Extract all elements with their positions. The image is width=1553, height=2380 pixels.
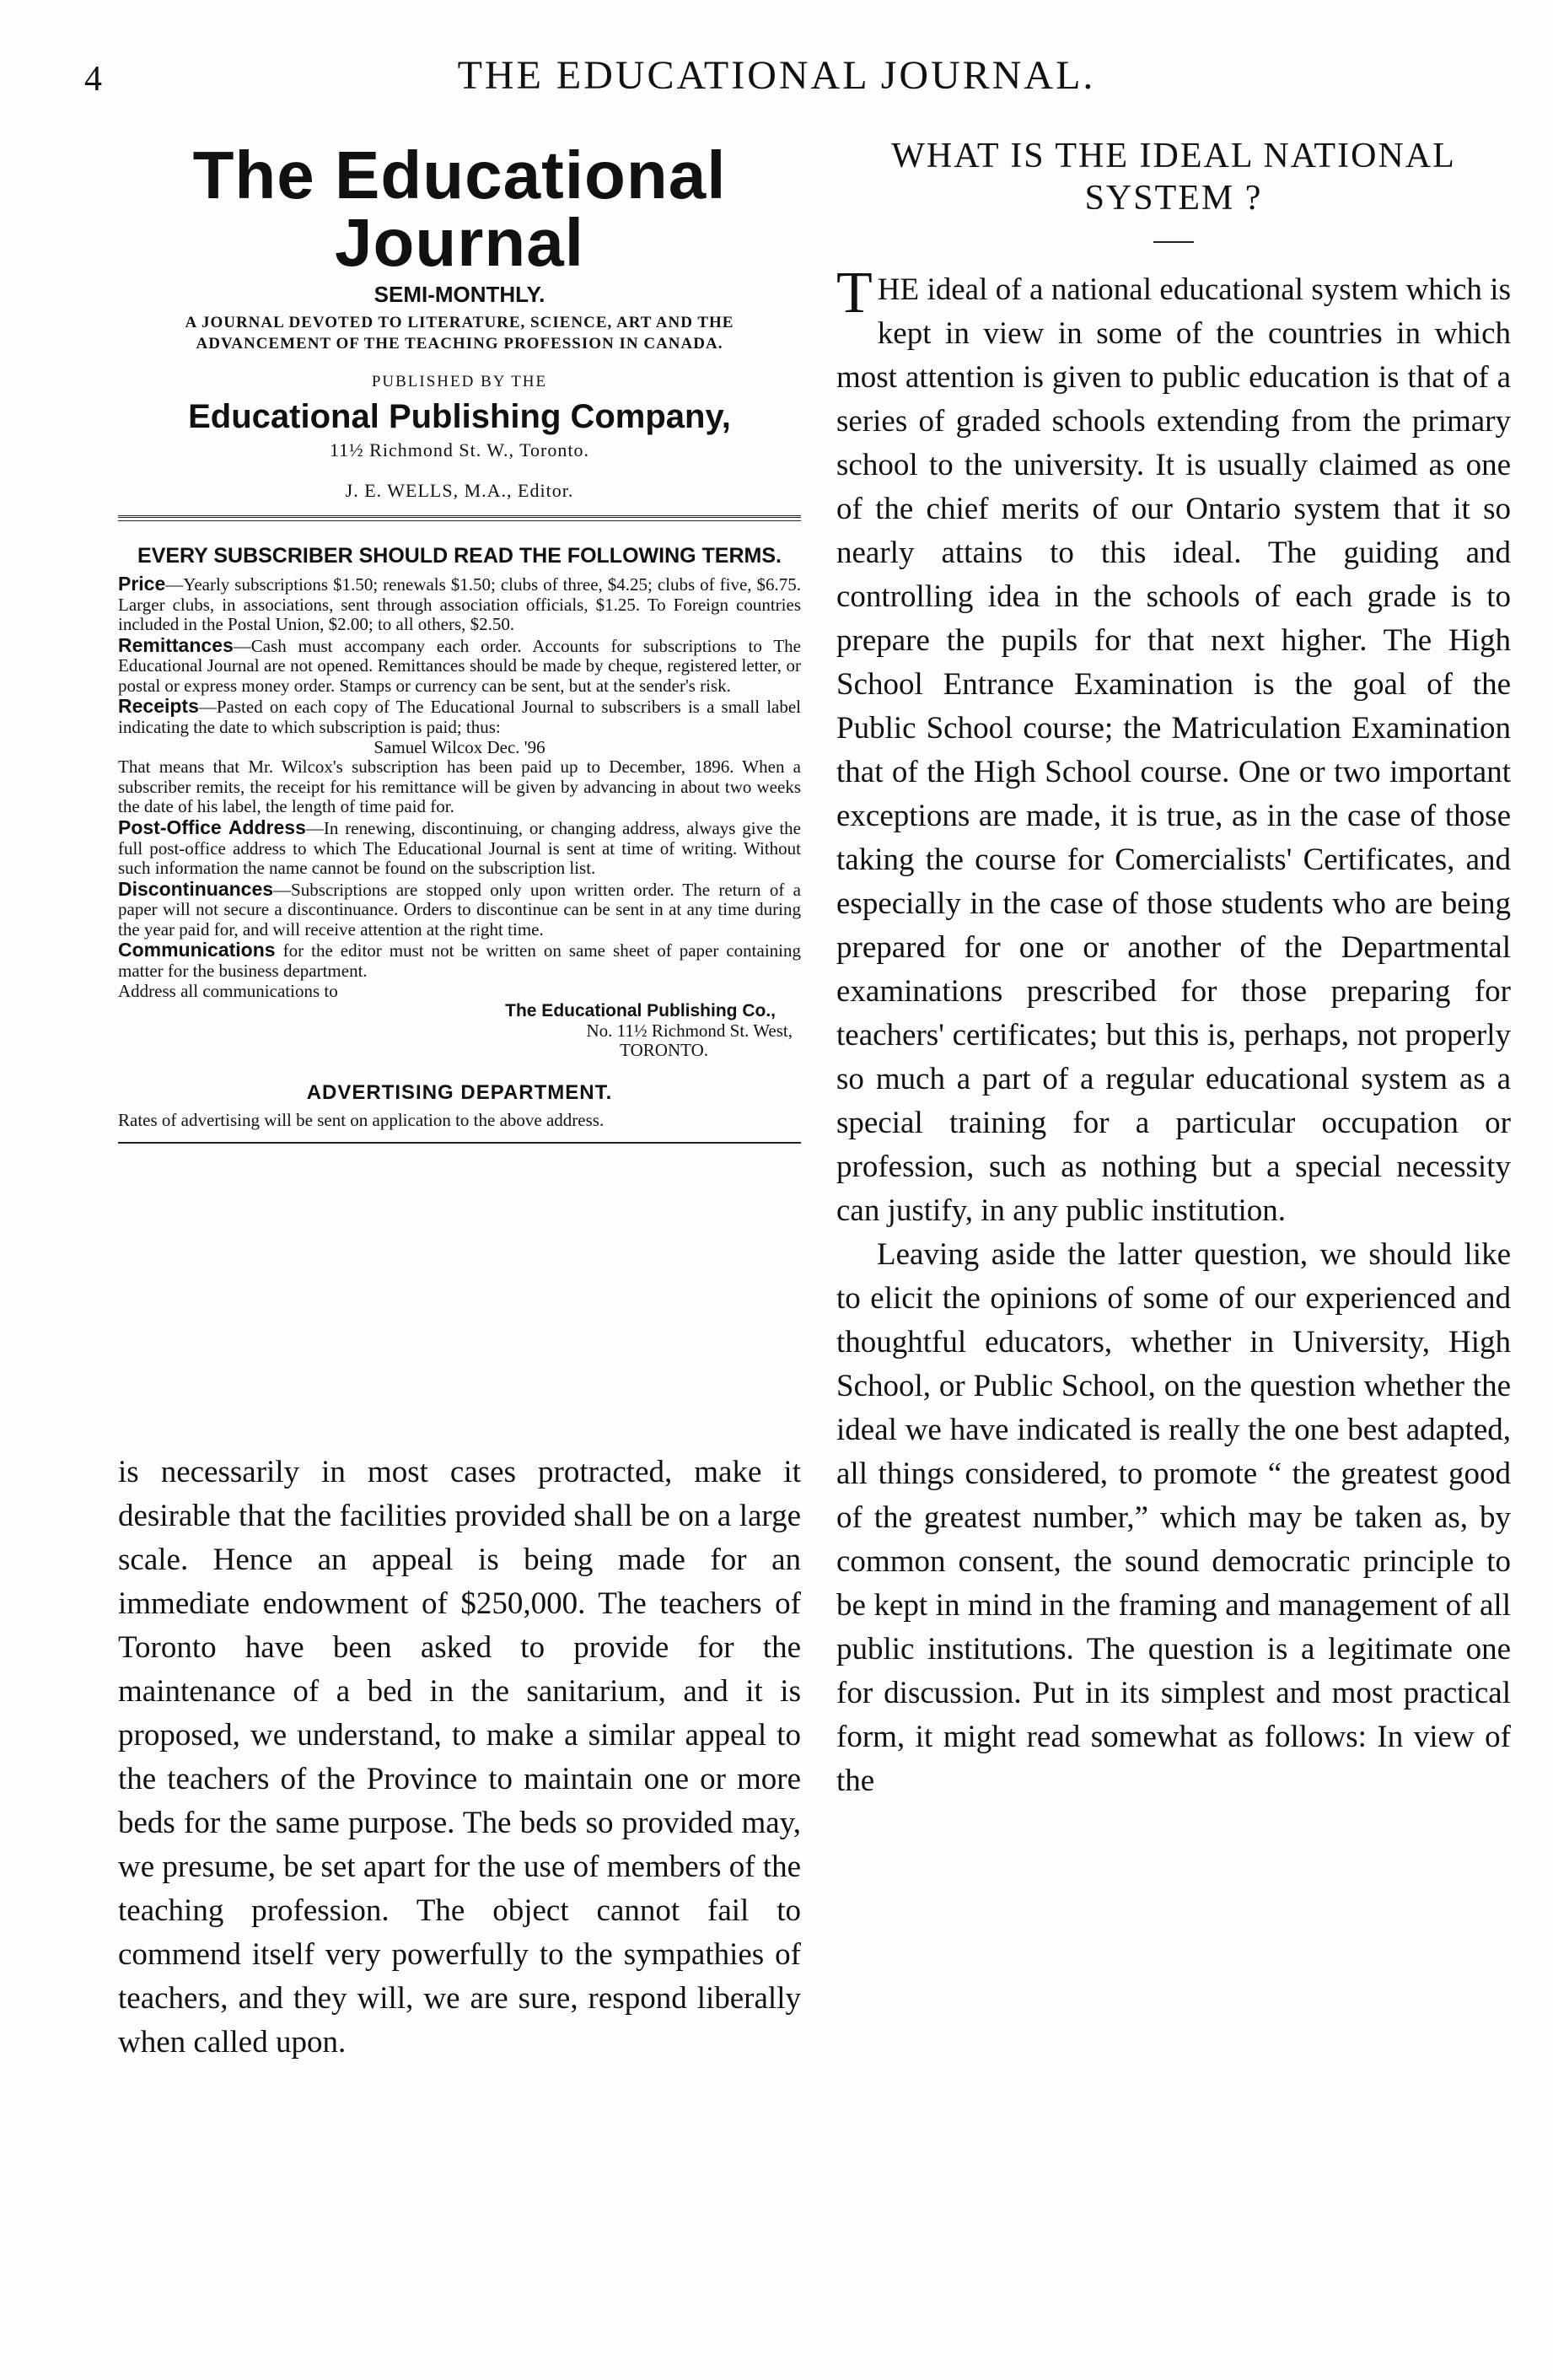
address-company: The Educational Publishing Co., [505,1001,776,1021]
editor-line: J. E. WELLS, M.A., Editor. [345,480,574,502]
running-title: THE EDUCATIONAL JOURNAL. [457,53,1096,98]
article-title: WHAT IS THE IDEAL NATIONAL SYSTEM ? [891,137,1456,218]
journal-frequency: SEMI-MONTHLY. [373,282,545,307]
left-article-text: is necessarily in most cases protracted, make it desirable that the facilities provided shall be on a large scale. Hence an appeal is being made for an immediate endowment of $250,000. The teachers of Toronto have been asked to provide for the maintenance of a bed in the sanitarium, and it is proposed, we understand, to make a similar appeal to the teachers of the Province to maintain one or more beds for the same purpose. The beds so provided may, we presume, be set apart for the use of members of the teaching profession. The object cannot fail to commend itself very powerfully to the sympathies of teachers, and they will, we are sure, respond liberally when called upon. [118,1455,801,2060]
terms-remittances [118,635,801,697]
masthead-column [118,135,801,1144]
terms-block [118,573,801,1061]
article-paragraph-1: THE ideal of a national educational system which is kept in view in some of the countries in which most attention is given to public education is that of a series of graded schools extending from the primary school to the university. It is usually claimed as one of the chief merits of our Ontario system that it so nearly attains to this ideal. The guiding and controlling idea in the schools of each grade is to prepare the pupils for that next higher. The High School Entrance Examination is the goal of the Public School course; the Matriculation Examination that of the High School course. One or two important exceptions are made, it is true, as in the case of those taking the course for Comercialists' Certificates, and especially in the case of those students who are being prepared for one or another of the Departmental examinations prescribed for those preparing for teachers' certificates; but this is, perhaps, not properly so much a part of a regular educational system as a special training for a particular occupation or profession, such as nothing but a special necessity can justify, in any public institution. [836,261,1511,1228]
discontinuances-text: —Subscriptions are stopped only upon written order. The return of a paper will not secure a discontinuance. Orders to discontinue can be sent in at any time during the year paid for, and will receive attention at the right time. [118,879,801,940]
terms-heading: EVERY SUBSCRIBER SHOULD READ THE FOLLOWING TERMS. [137,544,782,568]
remittances-text: —Cash must accompany each order. Accounts for subscriptions to The Educational Journal are not opened. Remittances should be made by cheque, registered letter, or postal or express money order. Stamps or currency can be sent, but at the sender's risk. [118,635,801,696]
advertising-rule [118,1142,801,1144]
communications-text: for the editor must not be written on same sheet of paper containing matter for the business department. [118,940,801,982]
published-by: PUBLISHED BY THE [371,373,548,391]
terms-discontinuances [118,879,801,940]
left-article [118,1451,801,2065]
title-rule [1153,241,1194,243]
address-line-2: TORONTO. [620,1040,708,1061]
advertising-text: Rates of advertising will be sent on application to the above address. [118,1109,605,1130]
publisher-address: 11½ Richmond St. W., Toronto. [330,439,589,461]
post-office-label: Post-Office Address [118,816,306,838]
receipts-text-2: That means that Mr. Wilcox's subscription has been paid up to December, 1896. When a subscriber remits, the receipt for his remittance will be given by advancing in about two weeks the date of his label, the length of time paid for. [118,757,801,817]
receipts-example: Samuel Wilcox Dec. '96 [373,736,545,757]
journal-title: The Educational Journal [192,137,727,280]
right-article [836,135,1511,1803]
receipts-label: Receipts [118,695,199,718]
advertising-heading: ADVERTISING DEPARTMENT. [306,1080,613,1104]
communications-label: Communications [118,939,276,961]
price-label: Price [118,572,166,595]
page-number: 4 [84,60,102,99]
receipts-text: —Pasted on each copy of The Educational Journal to subscribers is a small label indicating the date to which subscription is paid; thus: [118,697,801,738]
masthead-rule [118,515,801,521]
remittances-label: Remittances [118,633,234,656]
terms-receipts [118,696,801,737]
address-all: Address all communications to [118,980,338,1001]
discontinuances-label: Discontinuances [118,877,274,900]
address-line-1: No. 11½ Richmond St. West, [586,1020,793,1041]
article-paragraph-2: Leaving aside the latter question, we should like to elicit the opinions of some of our experienced and thoughtful educators, whether in University, High School, or Public School, on the question whether the ideal we have indicated is really the one best adapted, all things considered, to promote “ the greatest good of the greatest number,” which may be taken as, by common consent, the sound democratic principle to be kept in mind in the framing and management of all public institutions. The question is a legitimate one for discussion. Put in its simplest and most practical form, it might read somewhat as follows: In view of the [836,1237,1511,1798]
terms-price [118,573,801,635]
price-text: —Yearly subscriptions $1.50; renewals $1.50; clubs of three, $4.25; clubs of five, $6.75. Larger clubs, in associations, sent through association officials, $1.25. To Foreign countries included in the Postal Union, $2.00; to all others, $2.50. [118,573,801,635]
post-office-text: —In renewing, discontinuing, or changing address, always give the full post-office address to which The Educational Journal is sent at time of writing. Without such information the name cannot be found on the subscription list. [118,817,801,879]
publisher-name: Educational Publishing Company, [188,398,731,436]
journal-description: A JOURNAL DEVOTED TO LITERATURE, SCIENCE, ART AND THE ADVANCEMENT OF THE TEACHING PROFESSION IN CANADA. [185,314,734,353]
terms-communications [118,940,801,981]
terms-post-office [118,817,801,879]
